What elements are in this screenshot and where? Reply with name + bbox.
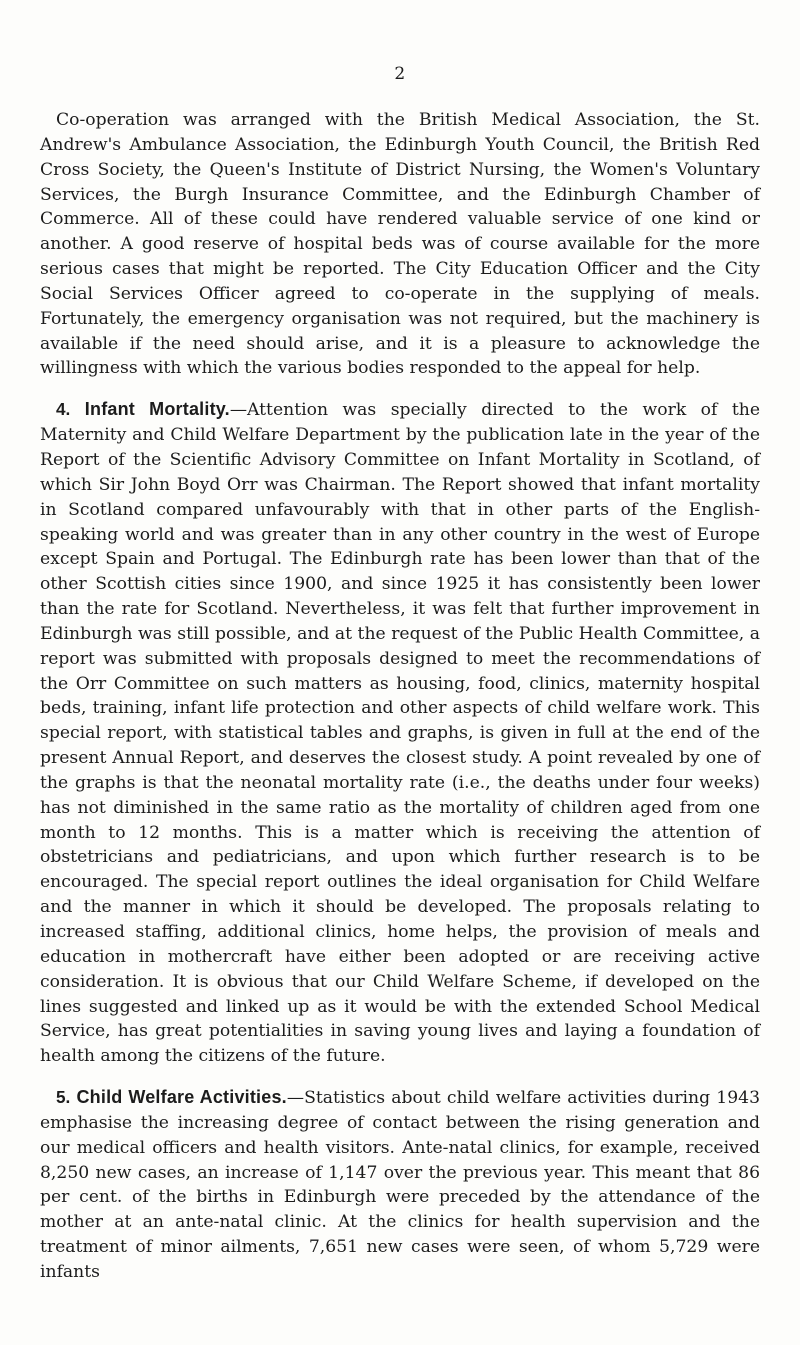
paragraph-body: —Attention was specially directed to the work of the Maternity and Child Welfare Department by the publication late in the year of the Report of the Scientific Advisory Committee on Infant Mortality in Scotland, of which Sir John Boyd Orr was Chairman. The Report showed that infant mortality in Scotland compared unfavourably with that in other parts of the English-speaking world and was greater than in any other country in the west of Europe except Spain and Portugal. The Edinburgh rate has been lower than that of the other Scottish cities since 1900, and since 1925 it has consistently been lower than the rate for Scotland. Nevertheless, it was felt that further improvement in Edinburgh was still possible, and at the request of the Public Health Committee, a report was submitted with proposals designed to meet the recommendations of the Orr Committee on such matters as housing, food, clinics, maternity hospital beds, training, infant life protection and other aspects of child welfare work. This special report, with statistical tables and graphs, is given in full at the end of the present Annual Report, and deserves the closest study. A point revealed by one of the graphs is that the neonatal mortality rate (i.e., the deaths under four weeks) has not diminished in the same ratio as the mortality of children aged from one month to 12 months. This is a matter which is receiving the attention of obstetricians and pediatricians, and upon which further research is to be encouraged. The special report outlines the ideal organisation for Child Welfare and the manner in which it should be developed. The proposals relating to increased staffing, additional clinics, home helps, the provision of meals and education in mothercraft have either been adopted or are receiving active consideration. It is obvious that our Child Welfare Scheme, if developed on the lines suggested and linked up as it would be with the extended School Medical Service, has great potentialities in saving young lives and laying a foundation of health among the citizens of the future. (40, 400, 760, 1067)
paragraph-cooperation: Co-operation was arranged with the British Medical Association, the St. Andrew's Ambulance Association, the Edinburgh Youth Council, the British Red Cross Society, the Queen's Institute of District Nursing, the Women's Voluntary Services, the Burgh Insurance Committee, and the Edinburgh Chamber of Commerce. All of these could have rendered valuable service of one kind or another. A good reserve of hospital beds was of course available for the more serious cases that might be reported. The City Education Officer and the City Social Services Officer agreed to co-operate in the supplying of meals. Fortunately, the emergency organisation was not required, but the machinery is available if the need should arise, and it is a pleasure to acknowledge the willingness with which the various bodies responded to the appeal for help. (40, 110, 760, 379)
paragraph-body: —Statistics about child welfare activities during 1943 emphasise the increasing degree of contact between the rising generation and our medical officers and health visitors. Ante-natal clinics, for example, received 8,250 new cases, an increase of 1,147 over the previous year. This meant that 86 per cent. of the births in Edinburgh were preceded by the attendance of the mother at an ante-natal clinic. At the clinics for health supervision and the treatment of minor ailments, 7,651 new cases were seen, of whom 5,729 were infants (40, 1088, 761, 1282)
section-number: 5. (56, 1087, 71, 1108)
page-number: 2 (394, 64, 406, 84)
section-heading-infant-mortality: Infant Mortality. (84, 399, 230, 420)
section-number: 4. (56, 399, 71, 420)
paragraph-child-welfare (40, 1085, 760, 1285)
paragraph-infant-mortality (40, 397, 760, 1069)
report-body (40, 108, 760, 1285)
section-heading-child-welfare: Child Welfare Activities. (76, 1087, 287, 1108)
